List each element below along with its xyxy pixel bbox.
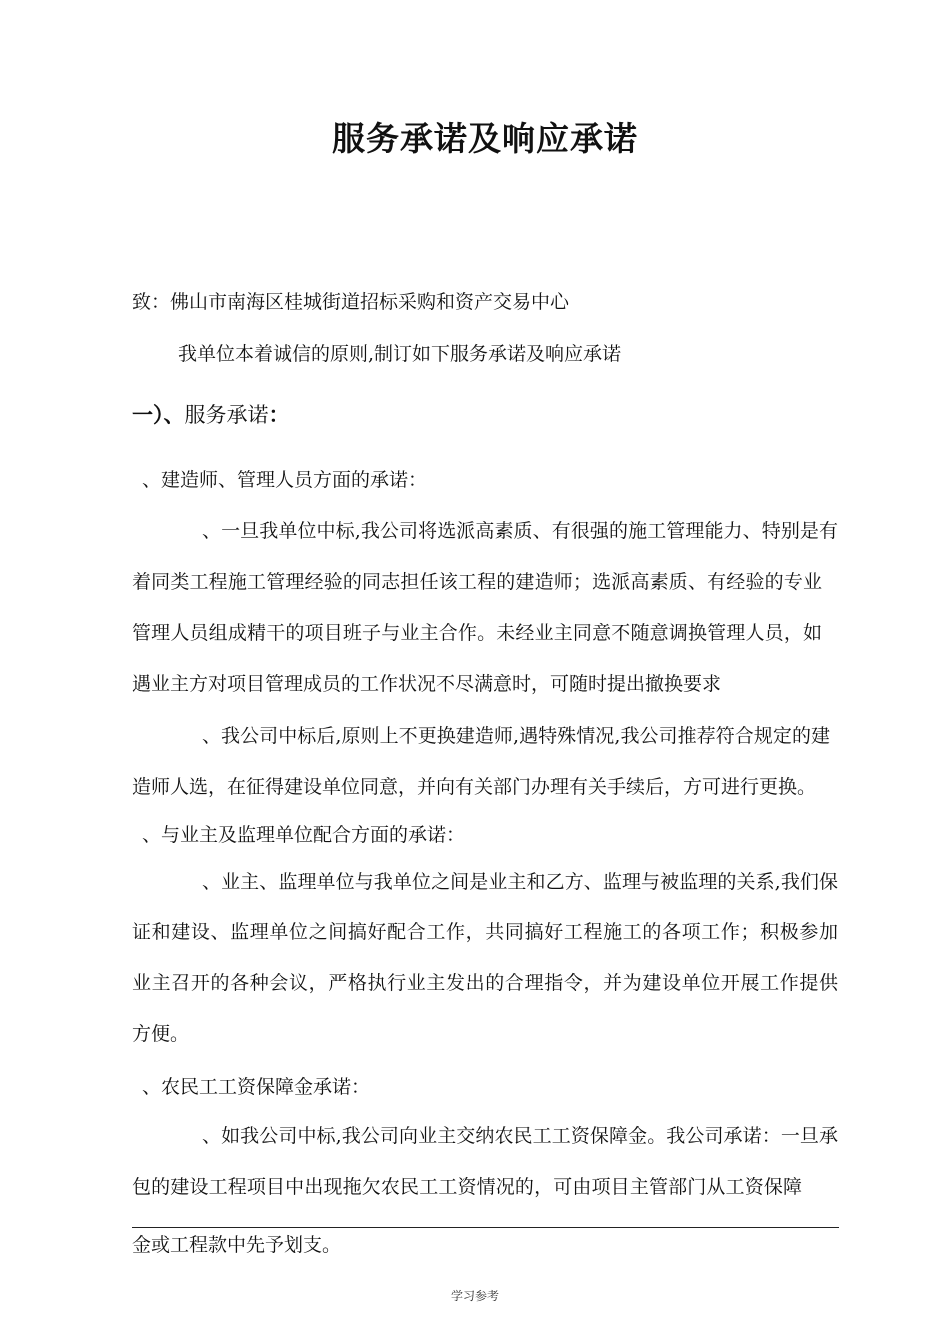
paragraph-line: 遇业主方对项目管理成员的工作状况不尽满意时，可随时提出撤换要求 [132, 673, 722, 695]
section-heading-label: 服务承诺 [184, 403, 269, 427]
paragraph-line: 、我公司中标后,原则上不更换建造师,遇特殊情况,我公司推荐符合规定的建 [202, 725, 830, 747]
addressee-line: 致：佛山市南海区桂城街道招标采购和资产交易中心 [132, 291, 570, 313]
paragraph-line: 证和建设、监理单位之间搞好配合工作，共同搞好工程施工的各项工作；积极参加 [132, 921, 838, 943]
subsection-heading-wage-guarantee: 、农民工工资保障金承诺： [142, 1076, 371, 1098]
section-heading-service-commitment [132, 399, 290, 429]
page-title: 服务承诺及响应承诺 [332, 119, 638, 158]
paragraph-line: 着同类工程施工管理经验的同志担任该工程的建造师；选派高素质、有经验的专业 [132, 571, 822, 593]
page-footer: 学习参考 [450, 1289, 499, 1303]
paragraph-line: 、一旦我单位中标,我公司将选派高素质、有很强的施工管理能力、特别是有 [202, 520, 838, 542]
paragraph-line: 造师人选，在征得建设单位同意，并向有关部门办理有关手续后，方可进行更换。 [132, 776, 817, 798]
paragraph-line: 金或工程款中先予划支。 [132, 1234, 342, 1256]
section-number: 一）、 [132, 402, 185, 427]
intro-paragraph: 我单位本着诚信的原则,制订如下服务承诺及响应承诺 [178, 343, 622, 365]
paragraph-line: 、如我公司中标,我公司向业主交纳农民工工资保障金。我公司承诺：一旦承 [202, 1125, 838, 1147]
paragraph-line: 业主召开的各种会议，严格执行业主发出的合理指令，并为建设单位开展工作提供 [132, 972, 838, 994]
paragraph-line: 管理人员组成精干的项目班子与业主合作。未经业主同意不随意调换管理人员，如 [132, 622, 822, 644]
paragraph-line: 包的建设工程项目中出现拖欠农民工工资情况的，可由项目主管部门从工资保障 [132, 1176, 802, 1198]
subsection-heading-builder-management: 、建造师、管理人员方面的承诺： [142, 469, 428, 491]
subsection-heading-cooperation: 、与业主及监理单位配合方面的承诺： [142, 824, 466, 846]
paragraph-line: 方便。 [132, 1023, 190, 1045]
horizontal-rule [132, 1227, 839, 1228]
paragraph-line: 、业主、监理单位与我单位之间是业主和乙方、监理与被监理的关系,我们保 [202, 871, 838, 893]
section-heading-colon: ： [268, 402, 290, 427]
